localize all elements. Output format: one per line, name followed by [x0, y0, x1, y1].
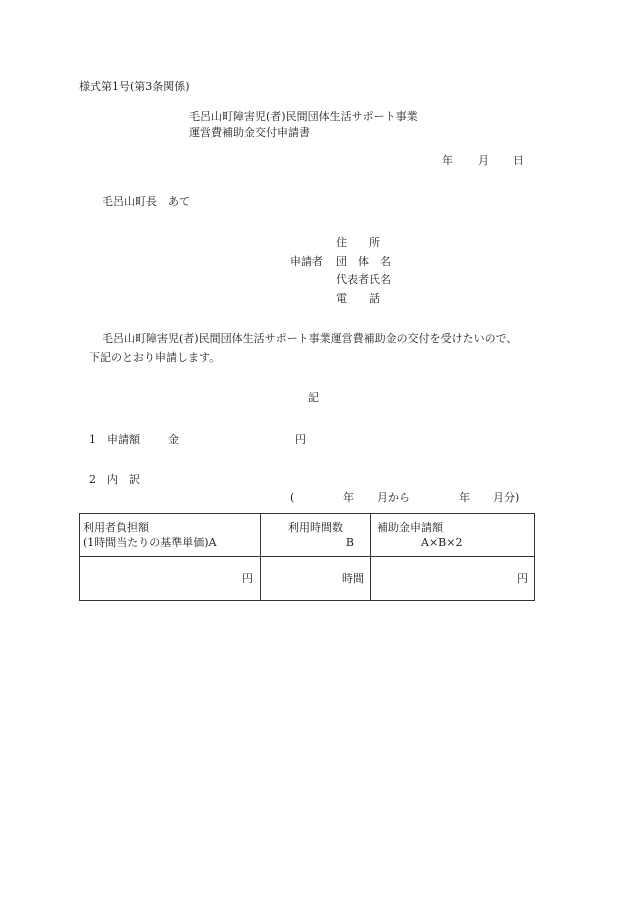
period-month-from: 月から — [377, 491, 410, 504]
cell-subsidy-amount — [371, 557, 535, 601]
header-usage-hours-label: 利用時間数 — [288, 521, 343, 534]
header-usage-hours — [261, 514, 371, 557]
cell-usage-hours — [261, 557, 371, 601]
body-text-line1: 毛呂山町障害児(者)民間団体生活サポート事業運営費補助金の交付を受けたいので、 — [102, 332, 518, 345]
body-text-line2: 下記のとおり申請します。 — [89, 351, 221, 364]
breakdown-table — [79, 513, 535, 601]
period-year1: 年 — [343, 491, 354, 504]
item1-yen: 円 — [295, 433, 306, 446]
item1-label: 1 申請額 — [89, 433, 140, 446]
addressee: 毛呂山町長 あて — [102, 195, 190, 208]
header-usage-hours-symbol: B — [345, 536, 354, 549]
applicant-group-name-label: 団 体 名 — [336, 255, 391, 268]
header-user-burden-line2: (1時間当たりの基準単価)A — [83, 536, 217, 549]
header-subsidy-amount-label: 補助金申請額 — [377, 521, 443, 534]
period-open-paren: ( — [290, 491, 295, 504]
table-header-row — [80, 514, 535, 557]
cell-usage-hours-unit: 時間 — [342, 572, 364, 585]
applicant-phone-label: 電 話 — [336, 292, 380, 305]
cell-user-burden-unit: 円 — [242, 572, 253, 585]
header-user-burden-line1: 利用者負担額 — [83, 521, 149, 534]
item1-kin: 金 — [168, 433, 179, 446]
header-user-burden — [80, 514, 261, 557]
date-day-label: 日 — [513, 154, 524, 167]
date-month-label: 月 — [478, 154, 489, 167]
period-month-end: 月分) — [493, 491, 520, 504]
item2-label: 2 内 訳 — [89, 473, 140, 486]
applicant-address-label: 住 所 — [336, 236, 380, 249]
cell-subsidy-amount-unit: 円 — [517, 572, 528, 585]
applicant-representative-label: 代表者氏名 — [336, 273, 391, 286]
applicant-label: 申請者 — [290, 255, 323, 268]
document-title-line2: 運営費補助金交付申請書 — [189, 126, 310, 139]
header-subsidy-amount — [371, 514, 535, 557]
date-year-label: 年 — [442, 154, 453, 167]
table-row — [80, 557, 535, 601]
ki-heading: 記 — [308, 391, 319, 404]
header-subsidy-amount-formula: A×B×2 — [421, 536, 463, 549]
document-title-line1: 毛呂山町障害児(者)民間団体生活サポート事業 — [189, 110, 418, 123]
cell-user-burden — [80, 557, 261, 601]
form-number: 様式第1号(第3条関係) — [79, 80, 190, 93]
period-year2: 年 — [459, 491, 470, 504]
